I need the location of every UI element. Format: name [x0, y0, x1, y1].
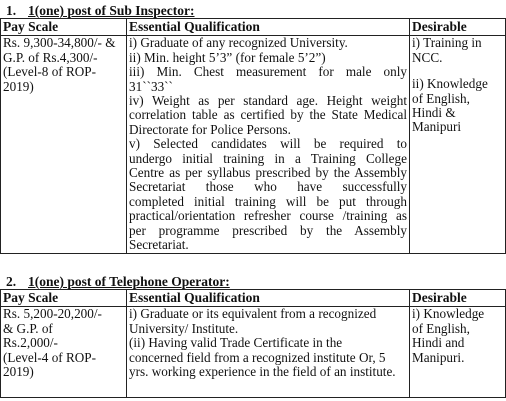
qualification-line: (ii) Having valid Trade Certificate in the: [129, 335, 343, 351]
desirable-line: Manipuri.: [412, 349, 465, 365]
qualification-line: iii) Min. Chest measurement for male only: [129, 64, 407, 80]
pay-scale-line: Rs. 9,300-34,800/- &: [3, 35, 116, 51]
qualification-line: Centre as per syllabus prescribed by the Assembly: [129, 165, 407, 181]
pay-scale-line: & G.P. of: [3, 320, 53, 336]
qualification-line: yrs. working experience in the field of an institute.: [129, 364, 396, 380]
qualification-header: Essential Qualification: [127, 19, 410, 36]
section-2-heading: [6, 274, 230, 289]
qualification-line: 31``33``: [129, 78, 173, 94]
pay-scale-line: (Level-8 of ROP-: [3, 64, 97, 80]
telephone-operator-table: [0, 289, 506, 398]
qualification-line: i) Graduate of any recognized University.: [129, 35, 348, 51]
qualification-line: v) Selected candidates will be required to: [129, 136, 407, 152]
qualification-line: ii) Min. height 5’3” (for female 5’2”): [129, 49, 326, 65]
desirable-cell: [410, 307, 506, 398]
desirable-header: Desirable: [410, 19, 506, 36]
pay-scale-line: Rs. 5,200-20,200/-: [3, 306, 102, 322]
qualification-line: per programme prescribed by the Assembly: [129, 222, 407, 238]
desirable-line: Manipuri: [412, 119, 462, 135]
section-1-heading: [6, 3, 195, 18]
qualification-line: undergo initial training in a Training College: [129, 150, 407, 166]
qualification-header: Essential Qualification: [127, 290, 410, 307]
qualification-cell: [127, 307, 410, 398]
desirable-line: of English,: [412, 90, 470, 106]
pay-scale-cell: [1, 307, 127, 398]
qualification-line: practical/orientation refresher course /training as: [129, 208, 407, 224]
section-2-title: 1(one) post of Telephone Operator:: [28, 274, 230, 289]
section-2-number: 2.: [6, 274, 17, 289]
section-1-number: 1.: [6, 3, 17, 18]
qualification-line: Directorate for Police Persons.: [129, 121, 291, 137]
desirable-line: i) Knowledge: [412, 306, 485, 322]
pay-scale-line: (Level-4 of ROP-: [3, 349, 97, 365]
pay-scale-header: Pay Scale: [1, 19, 127, 36]
qualification-line: University/ Institute.: [129, 320, 239, 336]
desirable-cell: [410, 36, 506, 253]
sub-inspector-table: [0, 18, 506, 254]
qualification-line: iv) Weight as per standard age. Height weight: [129, 93, 407, 109]
table-header-row: [1, 19, 506, 36]
desirable-line: Hindi and: [412, 335, 465, 351]
pay-scale-line: G.P. of Rs.4,300/-: [3, 49, 98, 65]
desirable-line: i) Training in: [412, 35, 482, 51]
desirable-header: Desirable: [410, 290, 506, 307]
pay-scale-cell: [1, 36, 127, 253]
pay-scale-line: 2019): [3, 364, 34, 380]
pay-scale-line: 2019): [3, 78, 34, 94]
qualification-cell: [127, 36, 410, 253]
qualification-line: i) Graduate or its equivalent from a recognized: [129, 306, 377, 322]
pay-scale-line: Rs.2,000/-: [3, 335, 58, 351]
table-header-row: [1, 290, 506, 307]
qualification-line: concerned field from a recognized institute Or, 5: [129, 349, 386, 365]
qualification-line: correlation table as certified by the State Medical: [129, 107, 407, 123]
table-row: [1, 36, 506, 253]
desirable-line: Hindi &: [412, 105, 456, 121]
section-1-title: 1(one) post of Sub Inspector:: [28, 3, 195, 18]
desirable-line: of English,: [412, 320, 470, 336]
qualification-line: Secretariat.: [129, 237, 189, 253]
table-row: [1, 307, 506, 398]
pay-scale-header: Pay Scale: [1, 290, 127, 307]
desirable-line: ii) Knowledge: [412, 76, 488, 92]
qualification-line: Secretariat those who have successfully: [129, 179, 407, 195]
desirable-line: NCC.: [412, 49, 443, 65]
qualification-line: completed initial training will be put through: [129, 193, 407, 209]
